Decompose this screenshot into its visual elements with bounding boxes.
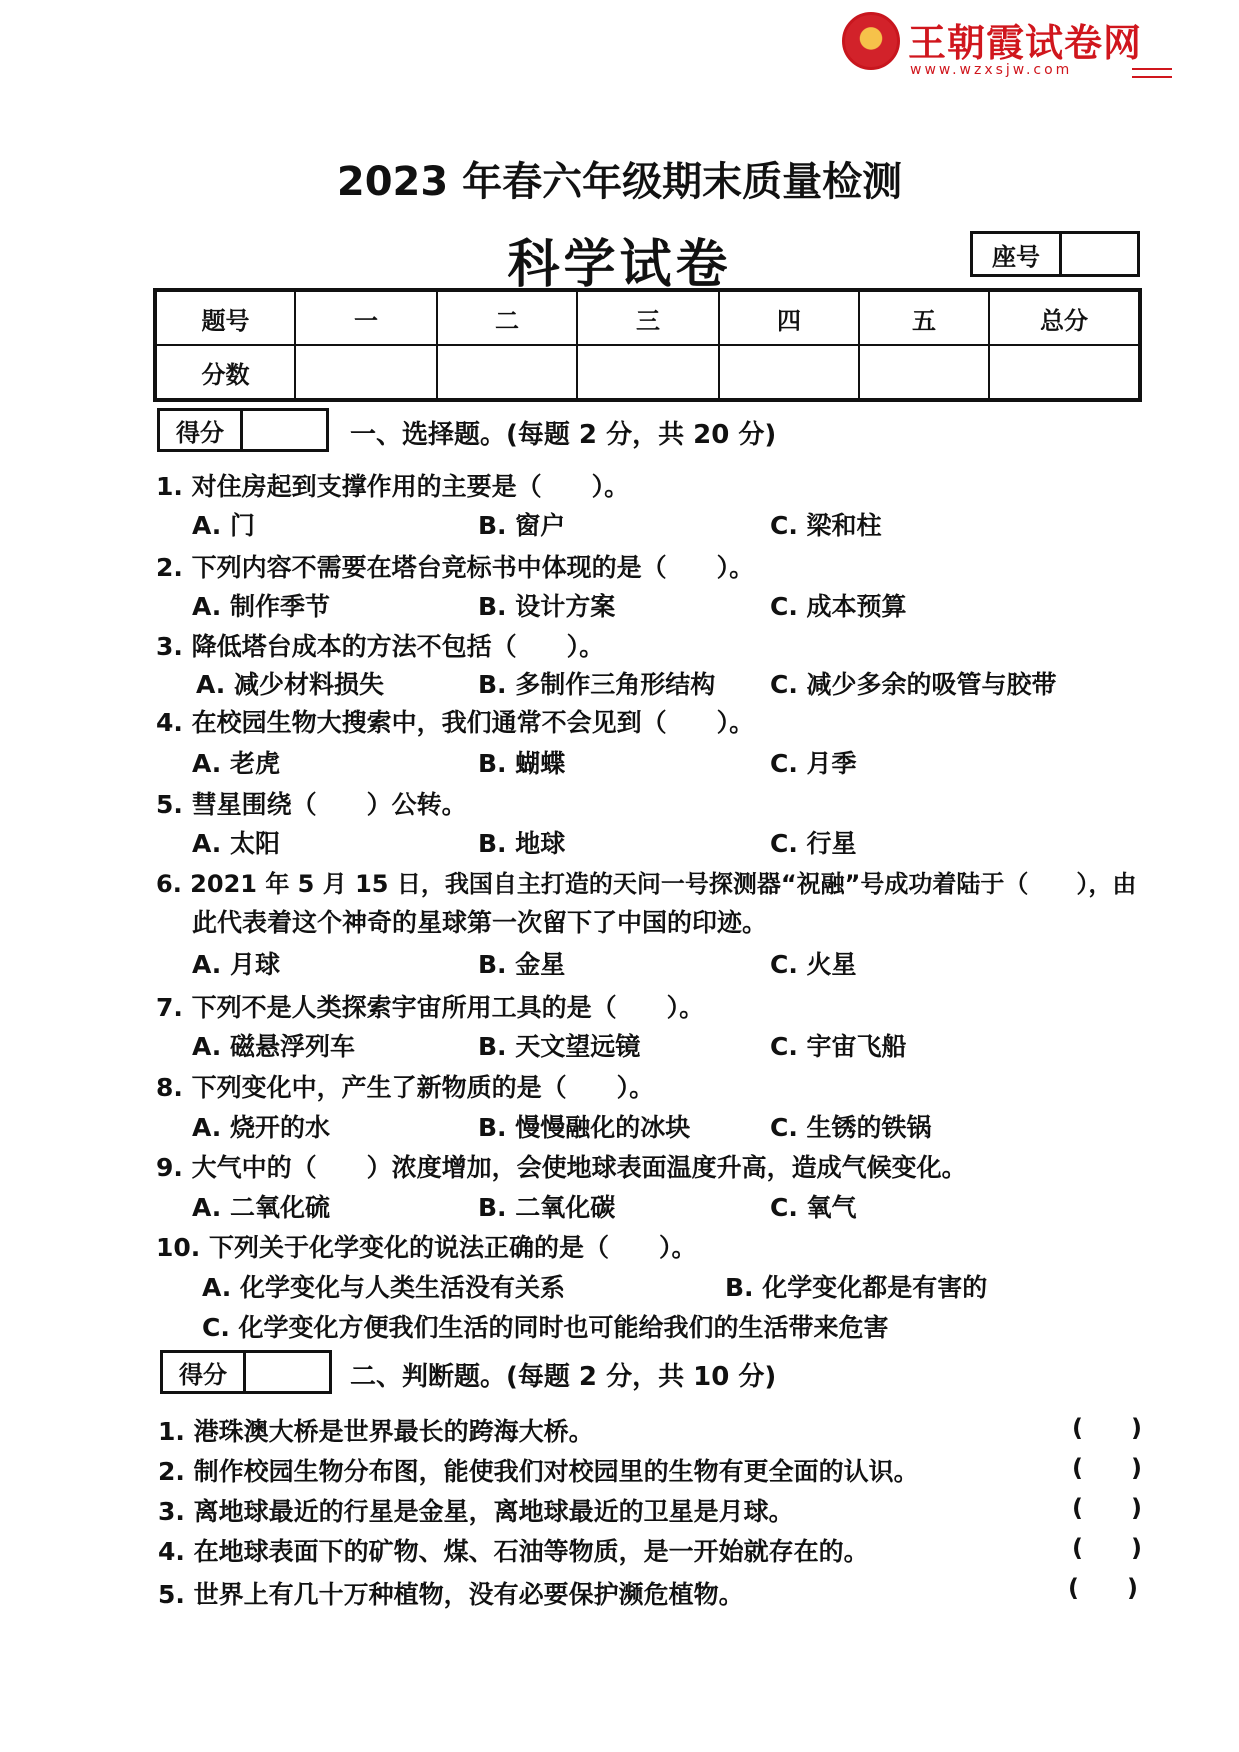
option-a: A. 减少材料损失 bbox=[196, 670, 385, 699]
option-c: C. 生锈的铁锅 bbox=[770, 1113, 932, 1142]
question-text-continued: 此代表着这个神奇的星球第一次留下了中国的印迹。 bbox=[192, 908, 768, 937]
section1-score-field[interactable] bbox=[243, 411, 326, 449]
score-table-header-cell: 三 bbox=[577, 290, 719, 345]
option-b: B. 化学变化都是有害的 bbox=[725, 1273, 988, 1302]
score-row-label: 分数 bbox=[155, 345, 295, 400]
score-cell[interactable] bbox=[577, 345, 719, 400]
question-text: 4. 在校园生物大搜索中，我们通常不会见到（ ）。 bbox=[156, 708, 755, 737]
score-cell[interactable] bbox=[859, 345, 989, 400]
option-a: A. 磁悬浮列车 bbox=[192, 1032, 356, 1061]
seat-label: 座号 bbox=[973, 234, 1062, 274]
score-cell[interactable] bbox=[437, 345, 577, 400]
option-a: A. 二氧化硫 bbox=[192, 1193, 331, 1222]
section1-score-label: 得分 bbox=[160, 411, 243, 449]
section2-score-field[interactable] bbox=[246, 1353, 329, 1391]
logo-url: www.wzxsjw.com bbox=[910, 62, 1073, 78]
option-c: C. 化学变化方便我们生活的同时也可能给我们的生活带来危害 bbox=[202, 1313, 889, 1342]
score-table-header-cell: 五 bbox=[859, 290, 989, 345]
option-c: C. 减少多余的吸管与胶带 bbox=[770, 670, 1057, 699]
section2-score-label: 得分 bbox=[163, 1353, 246, 1391]
question-text: 5. 彗星围绕（ ）公转。 bbox=[156, 790, 467, 819]
question-text: 10. 下列关于化学变化的说法正确的是（ ）。 bbox=[156, 1233, 697, 1262]
score-table-header-cell: 总分 bbox=[989, 290, 1140, 345]
option-c: C. 宇宙飞船 bbox=[770, 1032, 907, 1061]
score-table-header-cell: 四 bbox=[719, 290, 859, 345]
option-c: C. 成本预算 bbox=[770, 592, 907, 621]
option-a: A. 制作季节 bbox=[192, 592, 331, 621]
logo-decoration bbox=[1132, 68, 1172, 78]
section1-score-box bbox=[157, 408, 329, 452]
option-a: A. 烧开的水 bbox=[192, 1113, 331, 1142]
exam-subtitle: 科学试卷 bbox=[507, 235, 732, 295]
option-b: B. 天文望远镜 bbox=[478, 1032, 641, 1061]
score-table-header-row bbox=[155, 290, 1140, 345]
section1-heading: 一、选择题。(每题 2 分，共 20 分) bbox=[350, 420, 777, 450]
option-a: A. 门 bbox=[192, 511, 256, 540]
option-a: A. 老虎 bbox=[192, 749, 281, 778]
option-c: C. 月季 bbox=[770, 749, 857, 778]
site-logo bbox=[842, 12, 1172, 78]
score-table bbox=[153, 288, 1142, 402]
score-table-header-cell: 一 bbox=[295, 290, 437, 345]
answer-parentheses[interactable]: ( ) bbox=[1072, 1454, 1142, 1482]
answer-parentheses[interactable]: ( ) bbox=[1072, 1494, 1142, 1522]
option-b: B. 地球 bbox=[478, 829, 566, 858]
score-table-header-cell: 题号 bbox=[155, 290, 295, 345]
score-table-score-row bbox=[155, 345, 1140, 400]
score-table-header-cell: 二 bbox=[437, 290, 577, 345]
judgment-item: 2. 制作校园生物分布图，能使我们对校园里的生物有更全面的认识。 bbox=[158, 1457, 919, 1486]
exam-title: 2023 年春六年级期末质量检测 bbox=[336, 159, 903, 205]
logo-badge-icon bbox=[842, 12, 900, 70]
score-cell[interactable] bbox=[719, 345, 859, 400]
option-a: A. 月球 bbox=[192, 950, 281, 979]
option-a: A. 化学变化与人类生活没有关系 bbox=[202, 1273, 566, 1302]
section2-heading: 二、判断题。(每题 2 分，共 10 分) bbox=[350, 1362, 777, 1392]
option-b: B. 设计方案 bbox=[478, 592, 616, 621]
option-b: B. 多制作三角形结构 bbox=[478, 670, 716, 699]
question-text: 2. 下列内容不需要在塔台竞标书中体现的是（ ）。 bbox=[156, 553, 755, 582]
option-b: B. 慢慢融化的冰块 bbox=[478, 1113, 691, 1142]
question-text: 7. 下列不是人类探索宇宙所用工具的是（ ）。 bbox=[156, 993, 705, 1022]
option-b: B. 窗户 bbox=[478, 511, 566, 540]
answer-parentheses[interactable]: ( ) bbox=[1072, 1534, 1142, 1562]
answer-parentheses[interactable]: ( ) bbox=[1068, 1574, 1138, 1602]
seat-number-field[interactable] bbox=[1062, 234, 1137, 274]
option-b: B. 金星 bbox=[478, 950, 566, 979]
judgment-item: 5. 世界上有几十万种植物，没有必要保护濒危植物。 bbox=[158, 1580, 744, 1609]
score-cell[interactable] bbox=[989, 345, 1140, 400]
question-text: 8. 下列变化中，产生了新物质的是（ ）。 bbox=[156, 1073, 655, 1102]
question-text: 9. 大气中的（ ）浓度增加，会使地球表面温度升高，造成气候变化。 bbox=[156, 1153, 967, 1182]
option-c: C. 行星 bbox=[770, 829, 857, 858]
option-c: C. 火星 bbox=[770, 950, 857, 979]
judgment-item: 3. 离地球最近的行星是金星，离地球最近的卫星是月球。 bbox=[158, 1497, 794, 1526]
option-b: B. 蝴蝶 bbox=[478, 749, 566, 778]
logo-name: 王朝霞试卷网 bbox=[908, 21, 1143, 65]
option-b: B. 二氧化碳 bbox=[478, 1193, 616, 1222]
answer-parentheses[interactable]: ( ) bbox=[1072, 1414, 1142, 1442]
judgment-item: 4. 在地球表面下的矿物、煤、石油等物质，是一开始就存在的。 bbox=[158, 1537, 869, 1566]
question-text: 3. 降低塔台成本的方法不包括（ ）。 bbox=[156, 632, 605, 661]
judgment-item: 1. 港珠澳大桥是世界最长的跨海大桥。 bbox=[158, 1417, 594, 1446]
option-a: A. 太阳 bbox=[192, 829, 281, 858]
seat-number-box bbox=[970, 231, 1140, 277]
score-cell[interactable] bbox=[295, 345, 437, 400]
section2-score-box bbox=[160, 1350, 332, 1394]
option-c: C. 氧气 bbox=[770, 1193, 857, 1222]
question-text: 1. 对住房起到支撑作用的主要是（ ）。 bbox=[156, 472, 630, 501]
question-text: 6. 2021 年 5 月 15 日，我国自主打造的天问一号探测器“祝融”号成功着陆于（ ），由 bbox=[156, 870, 1137, 898]
option-c: C. 梁和柱 bbox=[770, 511, 882, 540]
